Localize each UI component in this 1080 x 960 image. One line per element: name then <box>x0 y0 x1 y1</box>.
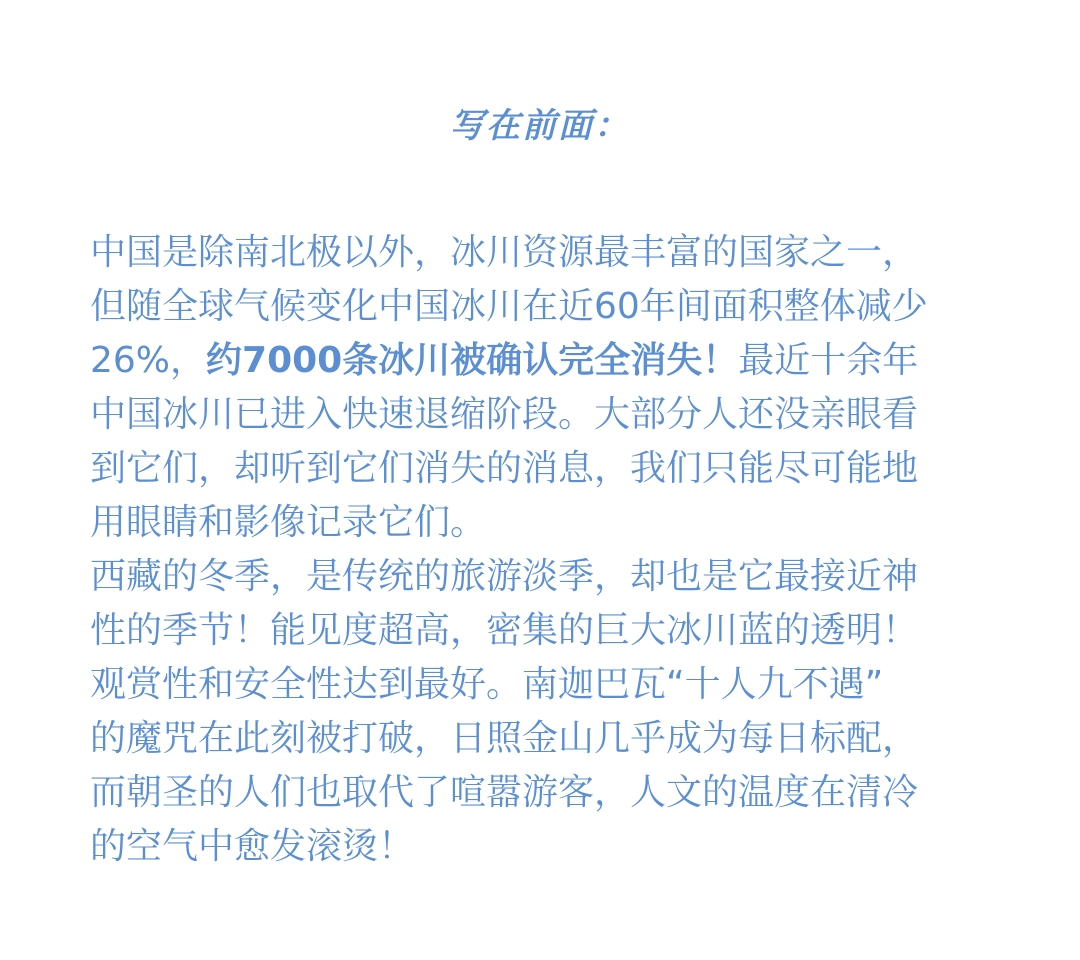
text-line: 到它们，却听到它们消失的消息，我们只能尽可能地 <box>90 448 919 489</box>
text-line: 中国是除南北极以外，冰川资源最丰富的国家之一， <box>90 232 919 273</box>
text-line: 中国冰川已进入快速退缩阶段。大部分人还没亲眼看 <box>90 394 919 435</box>
text-line: 的魔咒在此刻被打破，日照金山几乎成为每日标配， <box>90 718 919 759</box>
text-line-with-emphasis <box>90 334 1000 388</box>
paragraph-tibet-winter <box>90 550 1000 874</box>
text-line: 而朝圣的人们也取代了喧嚣游客，人文的温度在清冷 <box>90 772 919 813</box>
text-line: 用眼睛和影像记录它们。 <box>90 502 487 543</box>
emphasis-text: 约7000条冰川被确认完全消失！ <box>206 340 739 381</box>
article-body <box>90 226 1000 874</box>
text-line: 西藏的冬季，是传统的旅游淡季，却也是它最接近神 <box>90 556 919 597</box>
paragraph-glacier-loss <box>90 226 1000 550</box>
text-line: 的空气中愈发滚烫！ <box>90 826 415 867</box>
text-segment: 最近十余年 <box>738 340 919 381</box>
text-line: 性的季节！能见度超高，密集的巨大冰川蓝的透明！ <box>90 610 919 651</box>
text-segment: 26%， <box>90 340 207 381</box>
section-heading: 写在前面： <box>450 106 630 146</box>
text-line: 但随全球气候变化中国冰川在近60年间面积整体减少 <box>90 286 928 327</box>
text-line: 观赏性和安全性达到最好。南迦巴瓦“十人九不遇” <box>90 664 884 705</box>
